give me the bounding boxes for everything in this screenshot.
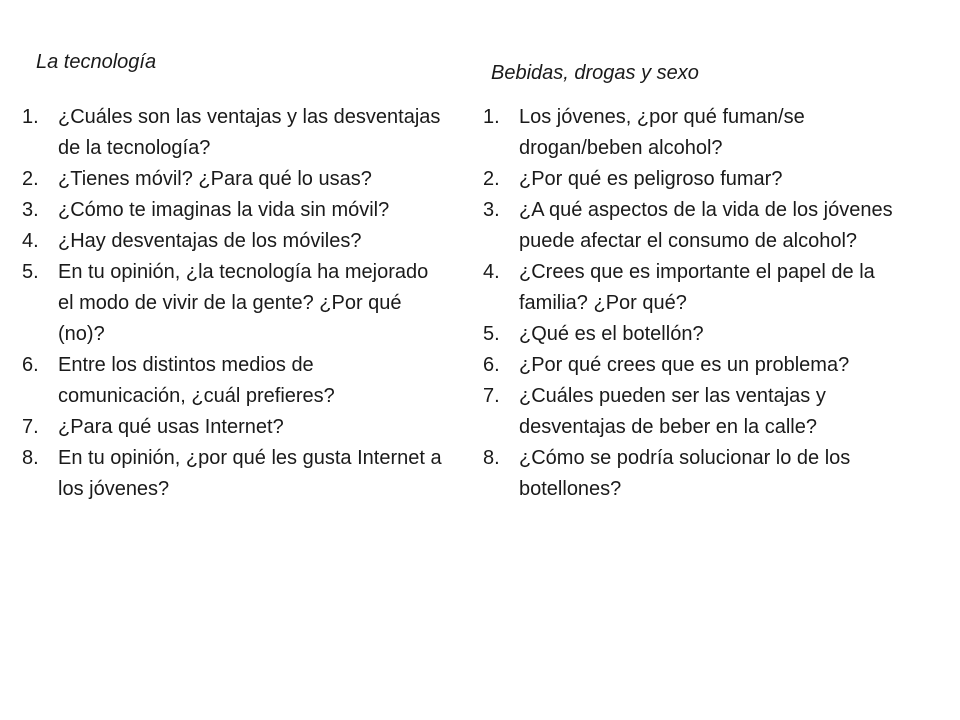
list-item: [22, 257, 442, 350]
question-text: ¿A qué aspectos de la vida de los jóvenes puede afectar el consumo de alcohol?: [519, 199, 893, 252]
question-text: ¿Crees que es importante el papel de la familia? ¿Por qué?: [519, 261, 875, 314]
item-number: 4.: [22, 230, 39, 252]
list-item: [22, 164, 442, 195]
question-list-tecnologia: [22, 102, 442, 505]
item-number: 5.: [483, 323, 500, 345]
list-item: [483, 350, 923, 381]
list-item: [483, 381, 923, 443]
list-item: [22, 350, 442, 412]
question-text: ¿Cuáles son las ventajas y las desventajas de la tecnología?: [58, 106, 441, 159]
item-number: 7.: [22, 416, 39, 438]
item-number: 6.: [483, 354, 500, 376]
list-item: [22, 195, 442, 226]
question-text: ¿Por qué crees que es un problema?: [519, 354, 850, 376]
list-item: [22, 102, 442, 164]
item-number: 3.: [483, 199, 500, 221]
question-text: ¿Cuáles pueden ser las ventajas y desventajas de beber en la calle?: [519, 385, 826, 438]
list-item: [483, 319, 923, 350]
list-item: [483, 195, 923, 257]
item-number: 2.: [483, 168, 500, 190]
question-text: En tu opinión, ¿la tecnología ha mejorado el modo de vivir de la gente? ¿Por qué (no)?: [58, 261, 429, 345]
item-number: 2.: [22, 168, 39, 190]
list-item: [483, 443, 923, 505]
question-text: ¿Para qué usas Internet?: [58, 416, 284, 438]
question-text: ¿Tienes móvil? ¿Para qué lo usas?: [58, 168, 372, 190]
question-text: ¿Cómo se podría solucionar lo de los botellones?: [519, 447, 851, 500]
question-list-bebidas: [483, 102, 923, 505]
list-item: [483, 164, 923, 195]
question-text: En tu opinión, ¿por qué les gusta Internet a los jóvenes?: [58, 447, 442, 500]
list-item: [483, 257, 923, 319]
list-item: [22, 412, 442, 443]
list-item: [22, 226, 442, 257]
item-number: 6.: [22, 354, 39, 376]
item-number: 3.: [22, 199, 39, 221]
question-text: ¿Hay desventajas de los móviles?: [58, 230, 362, 252]
item-number: 8.: [483, 447, 500, 469]
item-number: 1.: [483, 106, 500, 128]
item-number: 4.: [483, 261, 500, 283]
question-text: Entre los distintos medios de comunicación, ¿cuál prefieres?: [58, 354, 335, 407]
list-item: [483, 102, 923, 164]
question-text: ¿Por qué es peligroso fumar?: [519, 168, 783, 190]
item-number: 5.: [22, 261, 39, 283]
list-item: [22, 443, 442, 505]
section-title-bebidas: Bebidas, drogas y sexo: [491, 62, 699, 84]
item-number: 7.: [483, 385, 500, 407]
section-title-tecnologia: La tecnología: [36, 51, 157, 73]
item-number: 8.: [22, 447, 39, 469]
question-text: ¿Cómo te imaginas la vida sin móvil?: [58, 199, 390, 221]
item-number: 1.: [22, 106, 39, 128]
question-text: Los jóvenes, ¿por qué fuman/se drogan/beben alcohol?: [519, 106, 805, 159]
question-text: ¿Qué es el botellón?: [519, 323, 704, 345]
